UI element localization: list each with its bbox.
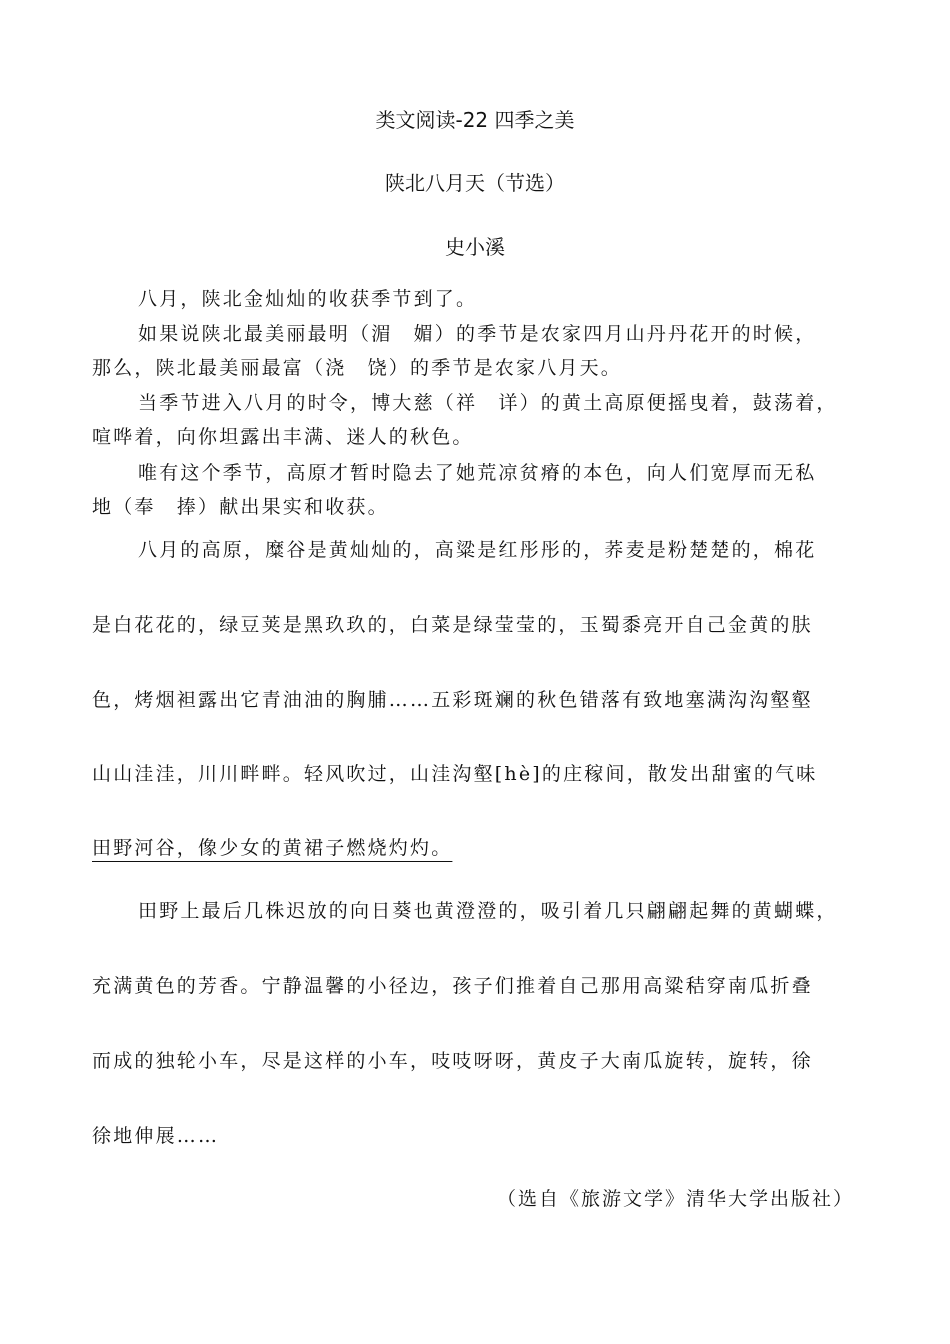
paragraph-line: 充满黄色的芳香。宁静温馨的小径边，孩子们推着自己那用高粱秸穿南瓜折叠 bbox=[92, 975, 813, 997]
paragraph-line: 徐地伸展…… bbox=[92, 1125, 220, 1147]
paragraph-line: 如果说陕北最美丽最明（湄 媚）的季节是农家四月山丹丹花开的时候， bbox=[138, 323, 817, 345]
article-title: 陕北八月天（节选） bbox=[385, 171, 565, 195]
paragraph-line: 唯有这个季节，高原才暂时隐去了她荒凉贫瘠的本色，向人们宽厚而无私 bbox=[138, 462, 817, 484]
paragraph-line: 是白花花的，绿豆荚是黑玖玖的，白菜是绿莹莹的，玉蜀黍亮开自己金黄的肤 bbox=[92, 614, 813, 636]
paragraph-line: 当季节进入八月的时令，博大慈（祥 详）的黄土高原便摇曳着，鼓荡着， bbox=[138, 392, 838, 414]
author-name: 史小溪 bbox=[445, 235, 505, 259]
paragraph-line: 地（奉 捧）献出果实和收获。 bbox=[92, 496, 389, 518]
paragraph-line: 色，烤烟袒露出它青油油的胸脯……五彩斑斓的秋色错落有致地塞满沟沟壑壑 bbox=[92, 689, 813, 711]
paragraph-line: 喧哗着，向你坦露出丰满、迷人的秋色。 bbox=[92, 426, 474, 448]
paragraph-line: 那么，陕北最美丽最富（浇 饶）的季节是农家八月天。 bbox=[92, 357, 623, 379]
paragraph-line: 山山洼洼，川川畔畔。轻风吹过，山洼沟壑[hè]的庄稼间，散发出甜蜜的气味 bbox=[92, 763, 818, 785]
underlined-sentence: 田野河谷，像少女的黄裙子燃烧灼灼。 bbox=[92, 837, 453, 859]
source-citation: （选自《旅游文学》清华大学出版社） bbox=[496, 1188, 854, 1210]
series-title: 类文阅读-22 四季之美 bbox=[375, 108, 575, 132]
paragraph-line: 八月的高原，糜谷是黄灿灿的，高粱是红彤彤的，荞麦是粉楚楚的，棉花 bbox=[138, 539, 817, 561]
paragraph-line: 八月，陕北金灿灿的收获季节到了。 bbox=[138, 288, 478, 310]
paragraph-line: 而成的独轮小车，尽是这样的小车，吱吱呀呀，黄皮子大南瓜旋转，旋转，徐 bbox=[92, 1050, 813, 1072]
paragraph-line: 田野上最后几株迟放的向日葵也黄澄澄的，吸引着几只翩翩起舞的黄蝴蝶， bbox=[138, 900, 838, 922]
